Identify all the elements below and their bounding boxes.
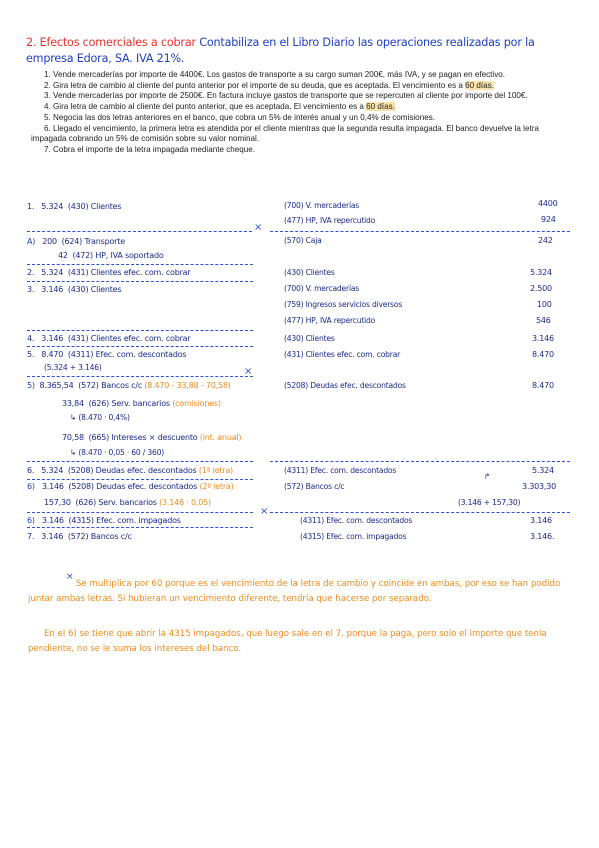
entry-6b-debit: 6) 3.146 (5208) Deudas efec. descontados (2ª letra) (27, 482, 234, 491)
entry-6b-credit: (572) Bancos c/c (284, 482, 345, 491)
separator-6-left (27, 376, 253, 377)
entry-5-calc: (5.324 + 3.146) (44, 363, 102, 372)
separator-9-right (270, 512, 570, 513)
entry-4-credit-amount: 3.146 (532, 334, 554, 343)
entry-3-credit-a-amount: 2.500 (530, 284, 552, 293)
operation-3: 3. Vende mercaderías por importe de 2500€. En factura incluye gastos de transporte que se repercuten al cliente por importe del 100€. (44, 91, 528, 101)
entry-5b-credit: (5208) Deudas efec. descontados (284, 381, 406, 390)
entry-2-debit: 2. 5.324 (431) Clientes efec. com. cobrar (27, 268, 191, 277)
entry-3-credit-c-amount: 546 (536, 316, 551, 325)
entry-6d-debit: 6) 3.146 (4315) Efec. com. impagados (27, 516, 181, 525)
entry-6-debit: 6. 5.324 (5208) Deudas efec. descontados (1ª letra) (27, 466, 233, 475)
entry-1-credit-b-amount: 924 (541, 215, 556, 224)
separator-5-left (27, 346, 253, 347)
entry-5-debit: 5. 8.470 (4311) Efec. com. descontados (27, 350, 187, 359)
entry-4-debit: 4. 3.146 (431) Clientes efec. com. cobrar (27, 334, 191, 343)
entry-1-debit: 1. 5.324 (430) Clientes (27, 202, 122, 211)
entry-a-debit-b: 42 (472) HP, IVA soportado (58, 251, 164, 260)
entry-2-credit-amount: 5.324 (530, 268, 552, 277)
entry-4-credit: (430) Clientes (284, 334, 335, 343)
entry-3-credit-c: (477) HP, IVA repercutido (284, 316, 376, 325)
entry-6d-credit-amount: 3.146 (530, 516, 552, 525)
entry-a-credit-amount: 242 (538, 236, 553, 245)
note-2: En el 6) se tiene que abrir la 4315 impagados, que luego sale en el 7. porque la paga, pero solo el importe que tenía pendiente, no se le suma los intereses del banco. (28, 629, 547, 654)
entry-6-credit: (4311) Efec. com. descontados (284, 466, 397, 475)
cross-mark: × (254, 222, 263, 233)
entry-3-credit-b-amount: 100 (537, 300, 552, 309)
entry-3-debit: 3. 3.146 (430) Clientes (27, 285, 122, 294)
entry-7-credit-amount: 3.146. (530, 532, 555, 541)
entry-5b-debit: 5) 8.365,54 (572) Bancos c/c (8.470 - 33,88 - 70,58) (27, 381, 231, 390)
separator-3-left (27, 281, 253, 282)
entry-5-credit: (431) Clientes efec. com. cobrar (284, 350, 401, 359)
entry-5c-debit: 33,84 (626) Serv. bancarios (comisiones) (62, 399, 221, 408)
entry-6b-calc: (3.146 + 157,30) (458, 498, 521, 507)
operation-6: 6. Llegado el vencimiento, la primera letra es atendida por el cliente mientras que la segunda resulta impagada. El banco devuelve la letra impagada cobrando un 5% de comisión sobre su valor nominal. (31, 123, 539, 144)
entry-1-credit-a-amount: 4400 (538, 199, 558, 208)
separator-9-left (27, 512, 253, 513)
operation-7: 7. Cobra el importe de la letra impagada mediante cheque. (44, 144, 256, 154)
separator-2-left (27, 264, 253, 265)
entry-6-credit-amount: 5.324 (532, 466, 554, 475)
title-heading: 2. Efectos comerciales a cobrar (26, 36, 196, 49)
entry-2-credit: (430) Clientes (284, 268, 335, 277)
entry-5c-calc: ↳ (8.470 · 0,4%) (70, 413, 130, 422)
title-company: empresa Edora, SA. IVA 21%. (26, 52, 185, 65)
separator-4-left (27, 330, 253, 331)
separator-7-right (270, 461, 570, 462)
operation-5: 5. Negocia las dos letras anteriores en el banco, que cobra un 5% de interés anual y un 0,4% de comisiones. (44, 112, 435, 122)
entry-5d-debit: 70,58 (665) Intereses × descuento (int. anual) (62, 433, 242, 442)
cross-mark-2: × (244, 366, 253, 377)
title-instruction: Contabiliza en el Libro Diario las operaciones realizadas por la (199, 36, 535, 49)
operation-1: 1. Vende mercaderías por importe de 4400€. Los gastos de transporte a su cargo suman 200€, más IVA, y se pagan en efectivo. (44, 70, 506, 79)
entry-5b-credit-amount: 8.470 (532, 381, 554, 390)
entry-6b-credit-amount: 3.303,30 (522, 482, 557, 491)
entry-5d-calc: ↳ (8.470 · 0,05 · 60 / 360) (70, 448, 164, 457)
entry-7-credit: (4315) Efec. com. impagados (300, 532, 407, 541)
separator-7-left (27, 461, 253, 462)
entry-6b-arrow: ↱ (484, 472, 491, 481)
separator-8-left (27, 479, 253, 480)
separator-1-right (270, 231, 570, 232)
separator-1-left (27, 231, 252, 232)
note-asterisk-mark: × (66, 572, 74, 582)
entry-6c-debit: 157,30 (626) Serv. bancarios (3.146 · 0,05) (44, 498, 211, 507)
exercise-title (26, 35, 535, 67)
entry-3-credit-b: (759) Ingresos servicios diversos (284, 300, 403, 309)
note-1: Se multiplica por 60 porque es el vencimiento de la letra de cambio y coincide en ambas, por eso se han podido juntar ambas letras. Si hubieran un vencimiento diferente, tendría que hacerse por separado. (28, 579, 561, 604)
entry-a-debit: A) 200 (624) Transporte (27, 237, 125, 246)
entry-1-credit-a: (700) V. mercaderías (284, 201, 360, 210)
entry-6d-credit: (4311) Efec. com. descontados (300, 516, 413, 525)
entry-3-credit-a: (700) V. mercaderías (284, 284, 360, 293)
entry-5-credit-amount: 8.470 (532, 350, 554, 359)
operations-list (31, 70, 574, 156)
cross-mark-3: × (260, 506, 269, 517)
operation-2: 2. Gira letra de cambio al cliente del punto anterior por el importe de su deuda, que es aceptada. El vencimiento es a 60 días. (44, 80, 494, 90)
entry-a-credit: (570) Caja (284, 236, 322, 245)
entry-1-credit-b: (477) HP, IVA repercutido (284, 216, 376, 225)
operation-4: 4. Gira letra de cambio al cliente del punto anterior, que es aceptada. El vencimiento es a 60 días. (44, 102, 395, 112)
separator-10-left (27, 527, 253, 528)
highlight-60-dias-2: 60 días. (366, 102, 395, 112)
entry-7-debit: 7. 3.146 (572) Bancos c/c (27, 532, 132, 541)
highlight-60-dias: 60 días. (465, 80, 494, 90)
